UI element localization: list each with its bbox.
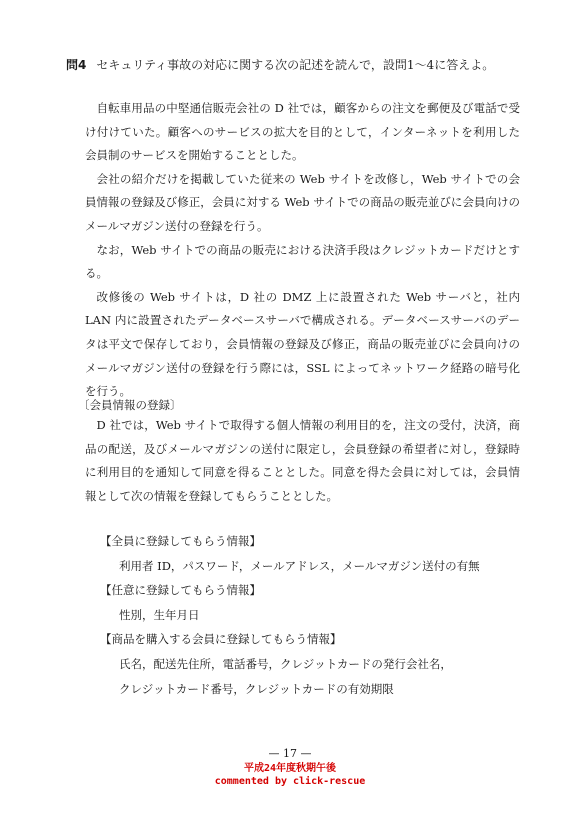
info-group-item: 氏名，配送先住所，電話番号，クレジットカードの発行会社名，	[119, 656, 452, 671]
section-title: 〔会員情報の登録〕	[78, 398, 182, 412]
section-paragraph: D 社では，Web サイトで取得する個人情報の利用目的を，注文の受付，決済，商品の配送，及びメールマガジンの送付に限定し，会員登録の希望者に対し，登録時に利用目的を通知して同意を得ることとした。同意を得た会員に対しては，会員情報として次の情報を登録してもらうこととした。	[85, 418, 520, 503]
info-group-heading: 【全員に登録してもらう情報】	[100, 534, 261, 548]
info-group-item: 利用者 ID，パスワード，メールアドレス，メールマガジン送付の有無	[119, 558, 480, 573]
intro-paragraph: 改修後の Web サイトは，D 社の DMZ 上に設置された Web サーバと，社内 LAN 内に設置されたデータベースサーバで構成される。データベースサーバのデータは平文で保存しており，会員情報の登録及び修正，商品の販売並びに会員向けのメールマガジン送付の登録を行う際には，SSL によってネットワーク経路の暗号化を行う。	[85, 289, 520, 399]
intro-paragraph: なお，Web サイトでの商品の販売における決済手段はクレジットカードだけとする。	[85, 242, 520, 281]
question-instruction: セキュリティ事故の対応に関する次の記述を読んで，設問1～4に答えよ。	[96, 58, 495, 72]
credit-note: commented by click-rescue	[214, 776, 366, 787]
intro-paragraph: 会社の紹介だけを掲載していた従来の Web サイトを改修し，Web サイトでの会員情報の登録及び修正，会員に対する Web サイトでの商品の販売並びに会員向けのメールマガジン送付の登録を行う。	[85, 171, 520, 233]
page-number: — 17 —	[268, 747, 312, 760]
question-label: 問4	[66, 58, 87, 72]
info-group-item: 性別，生年月日	[119, 607, 200, 622]
info-group-item: クレジットカード番号，クレジットカードの有効期限	[119, 681, 394, 696]
info-group-heading: 【任意に登録してもらう情報】	[100, 583, 261, 598]
intro-paragraph: 自転車用品の中堅通信販売会社の D 社では，顧客からの注文を郵便及び電話で受け付けていた。顧客へのサービスの拡大を目的として，インターネットを利用した会員制のサービスを開始することとした。	[85, 101, 520, 163]
section-text	[85, 414, 520, 508]
member-info-list	[100, 529, 520, 701]
info-group-heading: 【商品を購入する会員に登録してもらう情報】	[100, 632, 342, 647]
exam-period: 平成24年度秋期午後	[243, 763, 337, 774]
question-heading	[66, 57, 494, 73]
intro-text	[85, 97, 520, 404]
